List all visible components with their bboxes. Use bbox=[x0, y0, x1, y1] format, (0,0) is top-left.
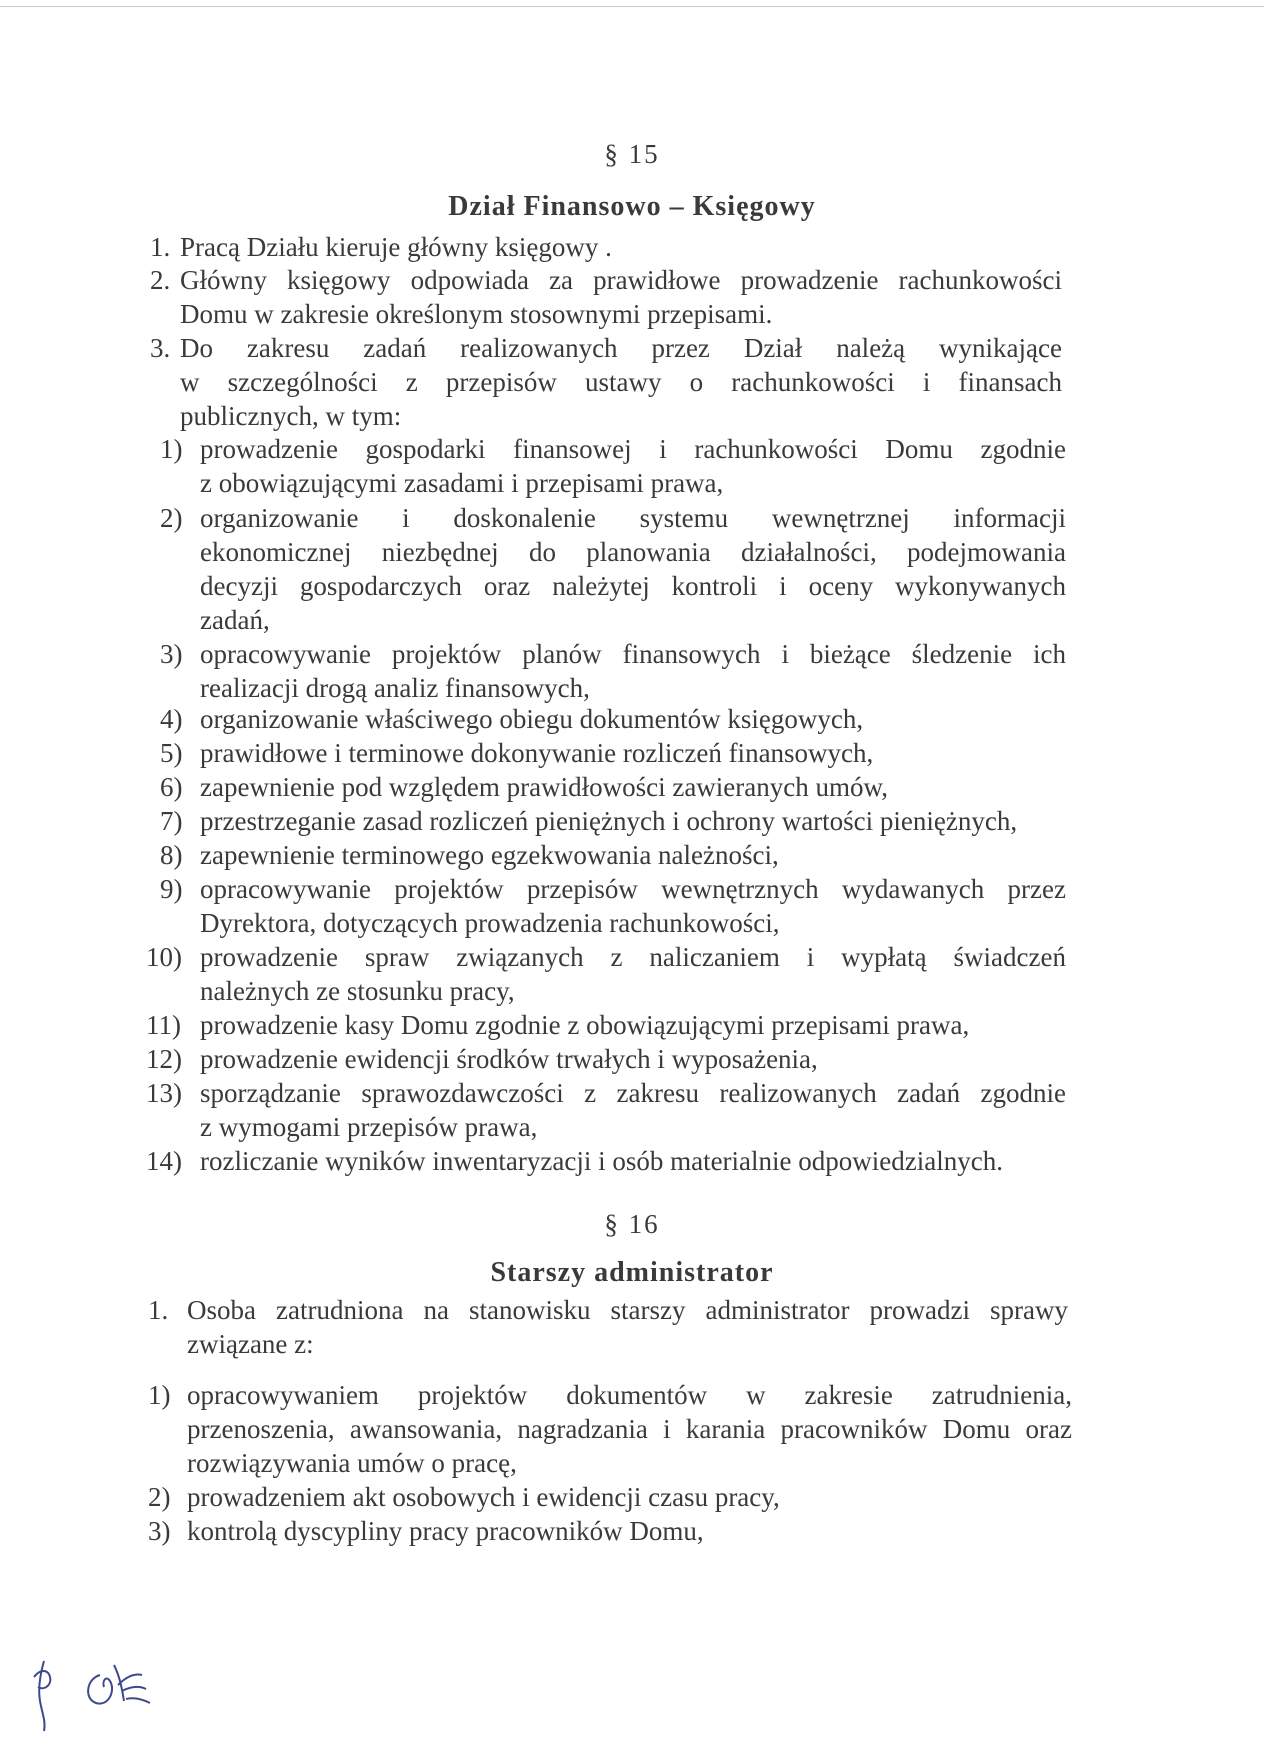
list-item-text bbox=[200, 1076, 1066, 1144]
text-line: sporządzanie sprawozdawczości z zakresu realizowanych zadań zgodnie bbox=[200, 1078, 1066, 1108]
text-line: rozwiązywania umów o pracę, bbox=[187, 1448, 517, 1478]
list-item-text bbox=[200, 637, 1066, 705]
item-number: 2. bbox=[150, 265, 171, 295]
text-line: zapewnienie terminowego egzekwowania należności, bbox=[200, 840, 779, 870]
text-line: rozliczanie wyników inwentaryzacji i osób materialnie odpowiedzialnych. bbox=[200, 1146, 1003, 1176]
item-number: 4) bbox=[160, 704, 183, 734]
text-line: Do zakresu zadań realizowanych przez Dział należą wynikające bbox=[180, 333, 1062, 363]
list-item-text bbox=[200, 1144, 1066, 1178]
text-line: przestrzeganie zasad rozliczeń pieniężnych i ochrony wartości pieniężnych, bbox=[200, 806, 1018, 836]
list-item-text bbox=[200, 432, 1066, 500]
text-line: opracowywanie projektów przepisów wewnętrznych wydawanych przez bbox=[200, 874, 1066, 904]
text-line: z obowiązującymi zasadami i przepisami prawa, bbox=[200, 468, 724, 498]
text-line: prowadzenie spraw związanych z naliczaniem i wypłatą świadczeń bbox=[200, 942, 1066, 972]
text-line: publicznych, w tym: bbox=[180, 401, 402, 431]
text-line: zapewnienie pod względem prawidłowości zawieranych umów, bbox=[200, 772, 888, 802]
item-number: 10) bbox=[146, 942, 182, 972]
item-number: 3. bbox=[150, 333, 171, 363]
text-line: realizacji drogą analiz finansowych, bbox=[200, 673, 590, 703]
item-number: 1. bbox=[150, 232, 171, 262]
item-number: 5) bbox=[160, 738, 183, 768]
text-line: należnych ze stosunku pracy, bbox=[200, 976, 515, 1006]
text-line: przenoszenia, awansowania, nagradzania i karania pracowników Domu oraz bbox=[187, 1414, 1072, 1444]
item-number: 1) bbox=[160, 434, 183, 464]
item-number: 3) bbox=[148, 1516, 171, 1546]
item-number: 13) bbox=[146, 1078, 182, 1108]
text-line: ekonomicznej niezbędnej do planowania działalności, podejmowania bbox=[200, 537, 1066, 567]
item-number: 6) bbox=[160, 772, 183, 802]
item-number: 8) bbox=[160, 840, 183, 870]
item-number: 1. bbox=[148, 1295, 169, 1325]
list-item-text bbox=[200, 736, 1066, 770]
text-line: Dyrektora, dotyczących prowadzenia rachunkowości, bbox=[200, 908, 780, 938]
text-line: zadań, bbox=[200, 605, 270, 635]
section-15-number: § 15 bbox=[604, 139, 660, 169]
section-16-title: Starszy administrator bbox=[490, 1257, 774, 1288]
list-item-text bbox=[200, 1008, 1066, 1042]
handwritten-signature-icon bbox=[30, 1655, 160, 1735]
list-item-text bbox=[200, 872, 1066, 940]
list-item-text bbox=[180, 230, 1062, 264]
list-item-text bbox=[187, 1480, 1072, 1514]
list-item-text bbox=[200, 770, 1066, 804]
section-16-number: § 16 bbox=[604, 1209, 660, 1239]
list-item-text bbox=[187, 1514, 1072, 1548]
list-item-text bbox=[200, 838, 1066, 872]
text-line: Osoba zatrudniona na stanowisku starszy administrator prowadzi sprawy bbox=[187, 1295, 1068, 1325]
text-line: opracowywaniem projektów dokumentów w zakresie zatrudnienia, bbox=[187, 1380, 1072, 1410]
item-number: 14) bbox=[146, 1146, 182, 1176]
text-line: prowadzeniem akt osobowych i ewidencji czasu pracy, bbox=[187, 1482, 780, 1512]
text-line: prawidłowe i terminowe dokonywanie rozliczeń finansowych, bbox=[200, 738, 874, 768]
item-number: 2) bbox=[148, 1482, 171, 1512]
item-number: 12) bbox=[146, 1044, 182, 1074]
section-15-title: Dział Finansowo – Księgowy bbox=[448, 191, 816, 222]
text-line: z wymogami przepisów prawa, bbox=[200, 1112, 538, 1142]
text-line: Pracą Działu kieruje główny księgowy . bbox=[180, 232, 612, 262]
list-item-text bbox=[200, 702, 1066, 736]
item-number: 7) bbox=[160, 806, 183, 836]
list-item-text bbox=[180, 331, 1062, 433]
text-line: Domu w zakresie określonym stosownymi przepisami. bbox=[180, 299, 773, 329]
item-number: 11) bbox=[146, 1010, 181, 1040]
list-item-text bbox=[180, 263, 1062, 331]
text-line: prowadzenie kasy Domu zgodnie z obowiązującymi przepisami prawa, bbox=[200, 1010, 970, 1040]
item-number: 1) bbox=[148, 1380, 171, 1410]
item-number: 2) bbox=[160, 503, 183, 533]
item-number: 3) bbox=[160, 639, 183, 669]
text-line: organizowanie i doskonalenie systemu wewnętrznej informacji bbox=[200, 503, 1066, 533]
list-item-text bbox=[200, 940, 1066, 1008]
text-line: związane z: bbox=[187, 1329, 314, 1359]
text-line: prowadzenie gospodarki finansowej i rachunkowości Domu zgodnie bbox=[200, 434, 1066, 464]
text-line: Główny księgowy odpowiada za prawidłowe prowadzenie rachunkowości bbox=[180, 265, 1062, 295]
text-line: prowadzenie ewidencji środków trwałych i wyposażenia, bbox=[200, 1044, 818, 1074]
list-item-text bbox=[187, 1378, 1072, 1480]
list-item-text bbox=[200, 804, 1066, 838]
text-line: kontrolą dyscypliny pracy pracowników Domu, bbox=[187, 1516, 704, 1546]
list-item-text bbox=[187, 1293, 1068, 1361]
list-item-text bbox=[200, 501, 1066, 637]
item-number: 9) bbox=[160, 874, 183, 904]
text-line: decyzji gospodarczych oraz należytej kontroli i oceny wykonywanych bbox=[200, 571, 1066, 601]
text-line: w szczególności z przepisów ustawy o rachunkowości i finansach bbox=[180, 367, 1062, 397]
text-line: organizowanie właściwego obiegu dokumentów księgowych, bbox=[200, 704, 864, 734]
text-line: opracowywanie projektów planów finansowych i bieżące śledzenie ich bbox=[200, 639, 1066, 669]
list-item-text bbox=[200, 1042, 1066, 1076]
